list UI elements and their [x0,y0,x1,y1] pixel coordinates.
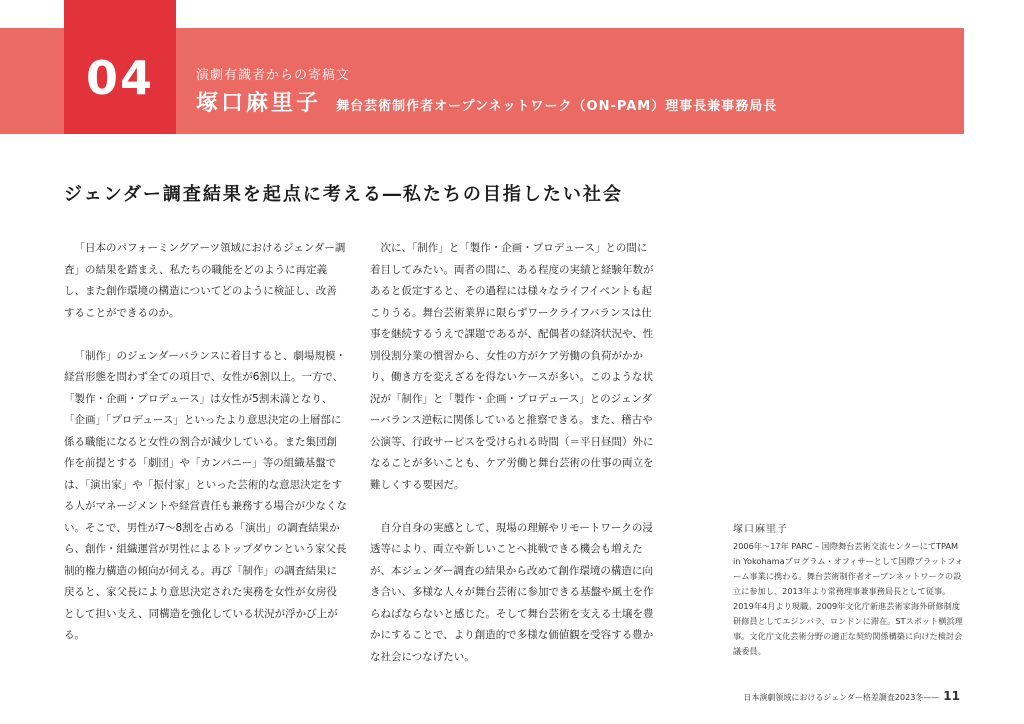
bio-name: 塚口麻里子 [733,524,788,535]
author-role: 舞台芸術制作者オープンネットワーク（ON-PAM）理事長兼事務局長 [336,99,778,114]
article-headline: ジェンダー調査結果を起点に考える―私たちの目指したい社会 [64,184,623,205]
author-line [196,86,777,117]
paragraph: 「日本のパフォーミングアーツ領域におけるジェンダー調査」の結果を踏まえ、私たちの職能をどのように再定義し、また創作環境の構造についてどのように検証し、改善することができるのか。 [64,242,346,319]
author-bio [733,520,965,659]
page-number: 11 [943,689,960,703]
paragraph: 自分自身の実感として、現場の理解やリモートワークの浸透等により、両立や新しいことへ挑戦できる機会も増えたが、本ジェンダー調査の結果から改めて創作環境の構造に向き合い、多様な人々が舞台芸術に参加できる基盤や風土を作らねばならないと感じた。そして舞台芸術を支える土壌を豊かにすることで、より創造的で多様な価値観を受容する豊かな社会につなげたい。 [370,521,654,663]
body-column-right [370,238,657,668]
paragraph: 「制作」のジェンダーバランスに着目すると、劇場規模・経営形態を問わず全ての項目で、女性が6割以上。一方で、「製作・企画・プロデュース」は女性が5割未満となり、「企画」「プロデュース」といったより意思決定の上層部に係る職能になると女性の割合が減少している。また集団創作を前提とする「劇団」や「カンパニー」等の組織基盤では、「演出家」や「振付家」といった芸術的な意思決定をする人がマネージメントや経営責任も兼務する場合が少なくない。そこで、男性が7〜8割を占める「演出」の調査結果から、創作・組織運営が男性によるトップダウンという家父長制的権力構造の傾向が伺える。再び「制作」の調査結果に戻ると、家父長により意思決定された実務を女性が女房役として担い支え、同構造を強化している状況が浮かび上がる。 [64,349,347,641]
section-kicker: 演劇有識者からの寄稿文 [196,68,351,83]
footer-title: 日本演劇領域におけるジェンダー格差調査2023冬 [743,693,924,702]
author-name: 塚口麻里子 [196,91,322,116]
bio-text: 2006年〜17年 PARC – 国際舞台芸術交流センターにてTPAM in Yokohamaプログラム・オフィサーとして国際プラットフォーム事業に携わる。舞台芸術制作者オープンネットワークの設立に参加し、2013年より常務理事兼事務局長として従事。2019年4月より現職。2009年文化庁新進芸術家海外研修制度研修員としてエジンバラ、ロンドンに滞在。STスポット横浜理事。文化庁文化芸術分野の適正な契約関係構築に向けた検討会議委員。 [733,541,963,656]
section-number: 04 [85,51,154,105]
paragraph: 次に、「制作」と「製作・企画・プロデュース」との間に着目してみたい。両者の間に、ある程度の実績と経験年数があると仮定すると、その過程には様々なライフイベントも起こりうる。舞台芸術業界に限らずワークライフバランスは仕事を継続するうえで課題であるが、配偶者の経済状況や、性別役割分業の慣習から、女性の方がケア労働の負荷がかかり、働き方を変えざるを得ないケースが多い。このような状況が「制作」と「製作・企画・プロデュース」とのジェンダーバランス逆転に関係していると推察できる。また、稽古や公演等、行政サービスを受けられる時間（＝平日昼間）外になることが多いことも、ケア労働と舞台芸術の仕事の両立を難しくする要因だ。 [370,242,654,491]
footer-dash: —— [923,693,940,702]
page-footer [743,689,960,703]
body-column-left [64,238,347,647]
